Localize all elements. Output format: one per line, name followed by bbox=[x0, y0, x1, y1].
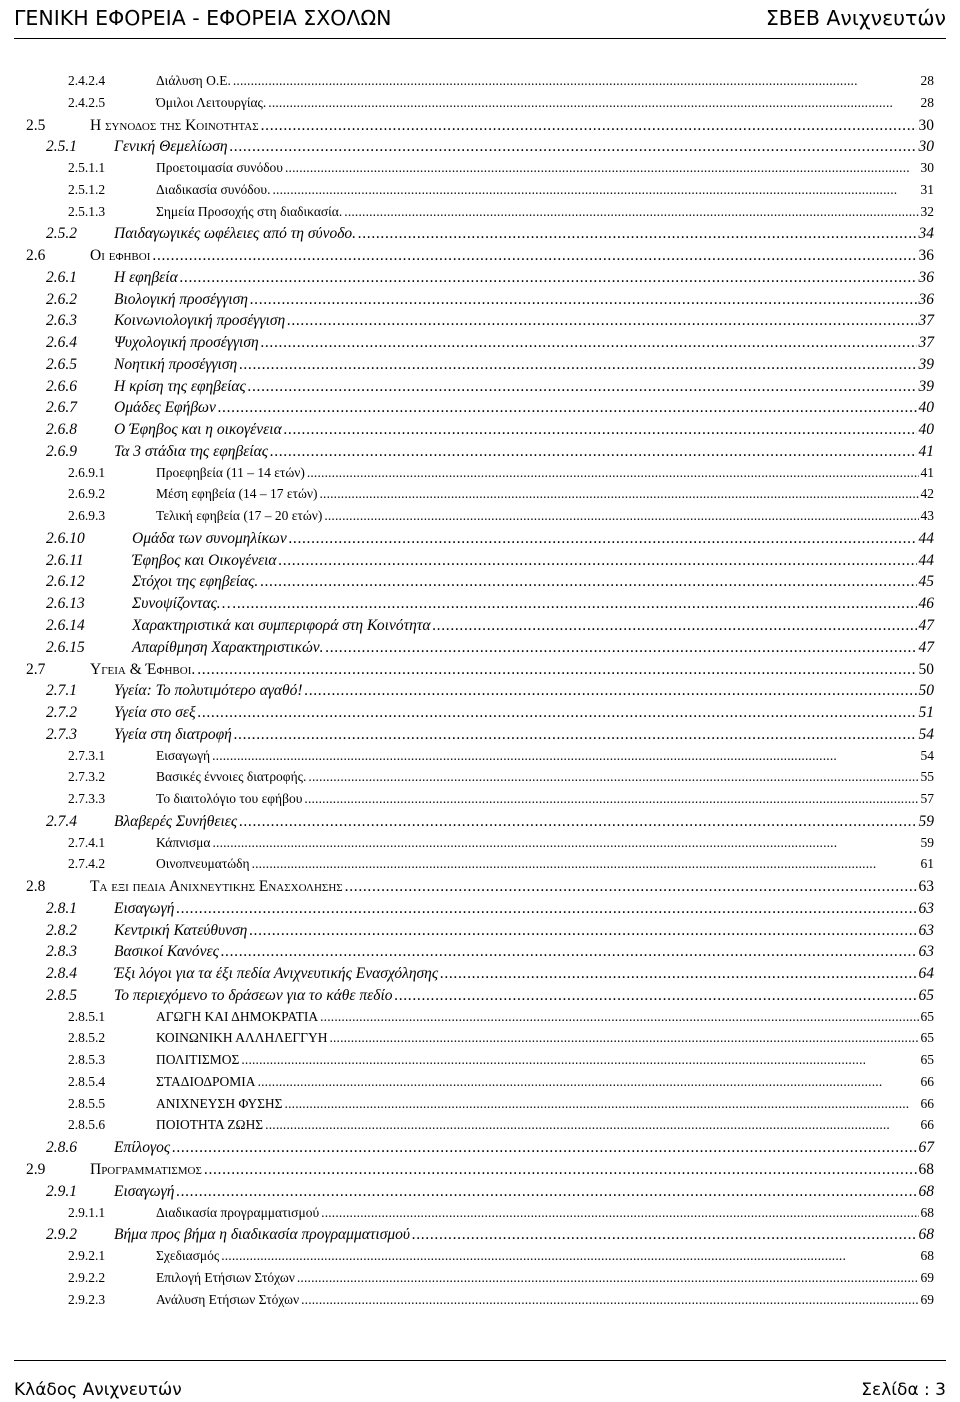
toc-entry-title: Βασικοί Κανόνες bbox=[114, 943, 219, 961]
toc-leader-dots bbox=[197, 661, 916, 679]
toc-entry bbox=[68, 182, 934, 204]
toc-entry-number: 2.8.5.2 bbox=[68, 1030, 106, 1046]
page-footer bbox=[0, 1360, 960, 1402]
toc-entry-title: Ανάλυση Ετήσιων Στόχων bbox=[156, 1291, 300, 1307]
toc-entry-number: 2.7.4 bbox=[46, 812, 77, 830]
toc-entry bbox=[46, 378, 934, 400]
toc-entry-page: 59 bbox=[920, 834, 934, 850]
toc-entry bbox=[46, 530, 934, 552]
toc-entry bbox=[46, 399, 934, 421]
toc-entry bbox=[68, 204, 934, 226]
toc-entry-title: Παιδαγωγικές ωφέλειες από τη σύνοδο. bbox=[114, 225, 357, 243]
toc-leader-dots bbox=[297, 1270, 919, 1286]
toc-entry-number: 2.6.11 bbox=[46, 551, 84, 569]
toc-entry-page: 65 bbox=[920, 1008, 934, 1024]
toc-entry-number: 2.6.14 bbox=[46, 617, 85, 634]
toc-entry-page: 68 bbox=[920, 1248, 934, 1264]
toc-entry-title: Υγεία στη διατροφή bbox=[114, 725, 232, 743]
toc-leader-dots bbox=[172, 1139, 916, 1157]
toc-entry-title: Υγεία στο σεξ bbox=[114, 704, 196, 722]
toc-entry-title: Κοινωνιολογική προσέγγιση bbox=[114, 312, 286, 330]
toc-entry-title: Υγεία: Το πολυτιμότερο αγαθό! bbox=[114, 682, 303, 700]
toc-entry-title: Βλαβερές Συνήθειες bbox=[114, 812, 238, 830]
toc-entry-number: 2.8.5.1 bbox=[68, 1008, 106, 1024]
toc-entry-page: 61 bbox=[920, 856, 934, 872]
toc-entry-title: Χαρακτηριστικά και συμπεριφορά στη Κοινότητα bbox=[132, 617, 431, 634]
toc-leader-dots bbox=[221, 1248, 918, 1264]
toc-leader-dots bbox=[250, 291, 917, 309]
toc-entry bbox=[68, 160, 934, 182]
toc-entry-number: 2.5.1.2 bbox=[68, 181, 106, 197]
toc-leader-dots bbox=[304, 791, 918, 807]
toc-entry-title: Κεντρική Κατεύθυνση bbox=[114, 921, 248, 939]
toc-entry-title: Σχεδιασμός bbox=[156, 1248, 220, 1264]
toc-entry-number: 2.6.8 bbox=[46, 421, 77, 439]
toc-entry bbox=[46, 421, 934, 443]
toc-entry-page: 69 bbox=[920, 1291, 934, 1307]
toc-entry-number: 2.8.4 bbox=[46, 965, 77, 983]
toc-entry-page: 51 bbox=[918, 704, 934, 722]
toc-entry bbox=[68, 1009, 934, 1031]
toc-entry-page: 42 bbox=[920, 486, 934, 502]
toc-entry-number: 2.7.1 bbox=[46, 682, 77, 700]
toc-entry-title: Βασικές έννοιες διατροφής. bbox=[156, 769, 307, 785]
header-rule bbox=[14, 38, 946, 39]
toc-leader-dots bbox=[180, 269, 917, 287]
toc-entry-number: 2.5.1.1 bbox=[68, 160, 106, 176]
toc-leader-dots bbox=[234, 726, 917, 744]
toc-entry-page: 65 bbox=[918, 986, 934, 1004]
toc-entry-title: Γενική Θεμελίωση bbox=[114, 138, 228, 156]
toc-entry bbox=[68, 1270, 934, 1292]
toc-entry bbox=[68, 1248, 934, 1270]
toc-entry-title: Εισαγωγή bbox=[114, 1182, 175, 1200]
toc-entry-number: 2.6.15 bbox=[46, 638, 85, 656]
toc-entry-number: 2.7.3.2 bbox=[68, 769, 106, 785]
toc-entry bbox=[68, 486, 934, 508]
toc-leader-dots bbox=[261, 334, 917, 352]
toc-entry-page: 36 bbox=[918, 247, 934, 265]
toc-entry-title: Η συνοδος της Κοινοτητας bbox=[90, 116, 259, 134]
toc-entry bbox=[68, 1292, 934, 1314]
toc-entry bbox=[46, 138, 934, 160]
toc-entry-title: Τα 3 στάδια της εφηβείας bbox=[114, 442, 269, 460]
page-header bbox=[0, 0, 960, 42]
toc-entry bbox=[46, 1139, 934, 1161]
toc-entry bbox=[68, 769, 934, 791]
toc-entry-title: Οι εφηβοι bbox=[90, 247, 151, 265]
toc-entry-page: 66 bbox=[920, 1117, 934, 1133]
toc-entry bbox=[68, 1117, 934, 1139]
toc-entry bbox=[68, 835, 934, 857]
toc-leader-dots bbox=[233, 73, 919, 89]
toc-entry-title: ΠΟΛΙΤΙΣΜΟΣ bbox=[156, 1052, 240, 1068]
toc-entry-page: 66 bbox=[920, 1095, 934, 1111]
toc-entry-number: 2.9 bbox=[26, 1161, 46, 1178]
toc-entry-page: 59 bbox=[918, 812, 934, 830]
toc-entry-title: ΑΓΩΓΗ ΚΑΙ ΔΗΜΟΚΡΑΤΙΑ bbox=[156, 1008, 319, 1024]
toc-leader-dots bbox=[233, 595, 917, 613]
toc-leader-dots bbox=[285, 160, 919, 176]
toc-entry-page: 40 bbox=[918, 421, 934, 439]
toc-entry-page: 41 bbox=[920, 464, 934, 480]
toc-entry bbox=[46, 965, 934, 987]
toc-leader-dots bbox=[176, 1183, 916, 1201]
toc-entry bbox=[68, 1096, 934, 1118]
toc-entry-title: Οινοπνευματώδη bbox=[156, 856, 250, 872]
toc-entry-number: 2.6.1 bbox=[46, 268, 77, 286]
toc-leader-dots bbox=[249, 922, 916, 940]
toc-entry-page: 47 bbox=[918, 617, 934, 634]
toc-entry bbox=[68, 95, 934, 117]
toc-entry bbox=[26, 117, 934, 139]
toc-entry-number: 2.5.2 bbox=[46, 225, 77, 243]
toc-entry-number: 2.8.5.5 bbox=[68, 1095, 106, 1111]
toc-leader-dots bbox=[305, 682, 917, 700]
toc-entry-title: Προετοιμασία συνόδου bbox=[156, 160, 283, 176]
toc-entry-title: Στόχοι της εφηβείας. bbox=[132, 573, 259, 591]
toc-entry-page: 54 bbox=[918, 725, 934, 743]
toc-entry-title: Τα εξι πεδια Ανιχνευτικης Ενασχολησης bbox=[90, 878, 343, 896]
toc-entry-number: 2.7.3.3 bbox=[68, 791, 106, 807]
toc-entry bbox=[68, 465, 934, 487]
toc-entry bbox=[46, 682, 934, 704]
toc-entry bbox=[26, 878, 934, 900]
toc-entry bbox=[26, 661, 934, 683]
toc-leader-dots bbox=[433, 617, 917, 635]
toc-entry-number: 2.6.7 bbox=[46, 399, 77, 417]
toc-leader-dots bbox=[345, 878, 917, 896]
header-section: ΣΒΕΒ Ανιχνευτών bbox=[765, 6, 946, 30]
toc-entry-title: Διάλυση Ο.Ε. bbox=[156, 73, 231, 88]
toc-leader-dots bbox=[176, 900, 916, 918]
toc-entry-page: 66 bbox=[920, 1073, 934, 1089]
header-organization: ΓΕΝΙΚΗ ΕΦΟΡΕΙΑ - ΕΦΟΡΕΙΑ ΣΧΟΛΩΝ bbox=[14, 6, 392, 30]
toc-entry-title: Η κρίση της εφηβείας bbox=[114, 377, 246, 395]
toc-entry-page: 34 bbox=[918, 225, 934, 243]
toc-entry-title: Το περιεχόμενο το δράσεων για το κάθε πεδίο bbox=[114, 986, 393, 1004]
toc-entry-page: 44 bbox=[918, 551, 934, 569]
footer-page-number: Σελίδα : 3 bbox=[861, 1380, 946, 1400]
toc-entry-title: Διαδικασία συνόδου. bbox=[156, 181, 271, 197]
toc-leader-dots bbox=[320, 1009, 918, 1025]
toc-entry bbox=[68, 1074, 934, 1096]
toc-leader-dots bbox=[284, 421, 917, 439]
toc-entry-number: 2.8.5.4 bbox=[68, 1073, 106, 1089]
toc-entry bbox=[46, 225, 934, 247]
toc-entry-page: 28 bbox=[920, 73, 934, 88]
toc-leader-dots bbox=[221, 943, 917, 961]
toc-entry-page: 67 bbox=[918, 1139, 934, 1157]
toc-leader-dots bbox=[212, 748, 918, 764]
footer-rule bbox=[14, 1360, 946, 1361]
toc-entry-title: Σημεία Προσοχής στη διαδικασία. bbox=[156, 203, 343, 219]
toc-entry-title: Κάπνισμα bbox=[156, 834, 211, 850]
toc-entry-title: Όμιλοι Λειτουργίας. bbox=[156, 94, 267, 110]
toc-entry-number: 2.4.2.4 bbox=[68, 73, 106, 88]
toc-leader-dots bbox=[287, 312, 916, 330]
toc-entry bbox=[68, 791, 934, 813]
toc-entry-number: 2.7.3.1 bbox=[68, 747, 106, 763]
toc-leader-dots bbox=[152, 247, 916, 265]
toc-entry-title: Ομάδες Εφήβων bbox=[114, 399, 216, 417]
toc-entry-number: 2.7.3 bbox=[46, 725, 77, 743]
toc-leader-dots bbox=[321, 1205, 918, 1221]
toc-entry-page: 30 bbox=[918, 116, 934, 134]
toc-entry-page: 64 bbox=[918, 965, 934, 983]
toc-entry-number: 2.8.5.3 bbox=[68, 1052, 106, 1068]
toc-leader-dots bbox=[258, 1074, 919, 1090]
toc-entry-page: 46 bbox=[918, 595, 934, 613]
toc-entry-number: 2.6.9.3 bbox=[68, 508, 106, 524]
toc-entry-page: 68 bbox=[920, 1204, 934, 1220]
toc-entry-page: 39 bbox=[918, 355, 934, 373]
toc-entry-number: 2.9.2.3 bbox=[68, 1291, 106, 1307]
toc-leader-dots bbox=[326, 639, 917, 657]
toc-entry-title: ΑΝΙΧΝΕΥΣΗ ΦΥΣΗΣ bbox=[156, 1095, 283, 1111]
toc-entry-number: 2.5 bbox=[26, 116, 46, 134]
toc-leader-dots bbox=[239, 813, 916, 831]
toc-entry-page: 68 bbox=[918, 1226, 934, 1244]
toc-leader-dots bbox=[301, 1292, 918, 1308]
toc-entry-number: 2.9.1.1 bbox=[68, 1204, 106, 1220]
toc-leader-dots bbox=[260, 573, 916, 591]
toc-entry-page: 36 bbox=[918, 268, 934, 286]
toc-entry-title: Νοητική προσέγγιση bbox=[114, 355, 238, 373]
toc-entry-title: Συνοψίζοντας… bbox=[132, 595, 231, 613]
toc-entry-title: Διαδικασία προγραμματισμού bbox=[156, 1204, 320, 1220]
toc-entry-number: 2.7.2 bbox=[46, 704, 77, 722]
toc-entry-page: 65 bbox=[920, 1030, 934, 1046]
toc-entry bbox=[26, 247, 934, 269]
toc-entry-page: 63 bbox=[918, 878, 934, 896]
toc-entry-page: 37 bbox=[918, 312, 934, 330]
toc-leader-dots bbox=[218, 399, 917, 417]
toc-entry-page: 47 bbox=[918, 638, 934, 656]
toc-entry-title: Ψυχολογική προσέγγιση bbox=[114, 334, 259, 352]
toc-entry-title: Εισαγωγή bbox=[114, 899, 175, 917]
toc-leader-dots bbox=[344, 204, 918, 220]
toc-entry-title: Επιλογή Ετήσιων Στόχων bbox=[156, 1269, 295, 1285]
toc-leader-dots bbox=[358, 225, 916, 243]
toc-entry bbox=[46, 552, 934, 574]
toc-entry-number: 2.6.10 bbox=[46, 529, 85, 547]
toc-entry-number: 2.5.1 bbox=[46, 138, 77, 156]
toc-entry-title: Εισαγωγή bbox=[156, 747, 211, 763]
toc-entry-number: 2.8.5.6 bbox=[68, 1117, 106, 1133]
toc-entry bbox=[68, 1052, 934, 1074]
toc-entry-page: 50 bbox=[918, 682, 934, 700]
toc-entry-title: ΣΤΑΔΙΟΔΡΟΜΙΑ bbox=[156, 1073, 256, 1089]
toc-entry bbox=[46, 573, 934, 595]
toc-entry-title: Υγεια & Έφηβοι. bbox=[90, 660, 196, 678]
toc-entry bbox=[68, 1030, 934, 1052]
toc-entry-page: 45 bbox=[918, 573, 934, 591]
toc-entry-page: 54 bbox=[920, 747, 934, 763]
toc-entry-number: 2.6.13 bbox=[46, 595, 85, 613]
toc-entry-page: 55 bbox=[920, 769, 934, 785]
toc-entry-number: 2.6.4 bbox=[46, 334, 77, 352]
toc-entry-page: 63 bbox=[918, 943, 934, 961]
toc-entry-title: Ομάδα των συνομηλίκων bbox=[132, 529, 287, 547]
toc-entry-title: Προεφηβεία (11 – 14 ετών) bbox=[156, 464, 305, 480]
toc-entry-number: 2.8.1 bbox=[46, 899, 77, 917]
toc-entry-title: Προγραμματισμος bbox=[90, 1161, 202, 1178]
toc-entry-number: 2.9.2 bbox=[46, 1226, 77, 1244]
toc-leader-dots bbox=[279, 552, 917, 570]
toc-leader-dots bbox=[289, 530, 917, 548]
toc-entry bbox=[46, 922, 934, 944]
toc-entry-page: 57 bbox=[920, 791, 934, 807]
toc-leader-dots bbox=[241, 1052, 918, 1068]
toc-entry-title: Βιολογική προσέγγιση bbox=[114, 290, 248, 308]
toc-entry-title: ΚΟΙΝΩΝΙΚΗ ΑΛΛΗΛΕΓΓΥΗ bbox=[156, 1030, 328, 1046]
toc-entry-page: 30 bbox=[920, 160, 934, 176]
toc-entry-number: 2.9.1 bbox=[46, 1182, 77, 1200]
toc-leader-dots bbox=[212, 835, 918, 851]
toc-entry bbox=[46, 1226, 934, 1248]
toc-entry bbox=[68, 856, 934, 878]
toc-entry bbox=[46, 617, 934, 639]
toc-leader-dots bbox=[412, 1226, 916, 1244]
toc-entry-number: 2.5.1.3 bbox=[68, 203, 106, 219]
toc-leader-dots bbox=[270, 443, 916, 461]
toc-entry-number: 2.8.2 bbox=[46, 921, 77, 939]
toc-entry-number: 2.8.6 bbox=[46, 1139, 77, 1157]
toc-entry-page: 41 bbox=[918, 442, 934, 460]
toc-leader-dots bbox=[285, 1096, 919, 1112]
toc-entry-page: 39 bbox=[918, 377, 934, 395]
toc-entry-page: 63 bbox=[918, 921, 934, 939]
toc-leader-dots bbox=[265, 1117, 918, 1133]
toc-entry bbox=[68, 73, 934, 95]
toc-entry-page: 68 bbox=[918, 1161, 934, 1178]
toc-entry bbox=[68, 1205, 934, 1227]
toc-entry bbox=[46, 813, 934, 835]
toc-entry bbox=[46, 943, 934, 965]
toc-entry bbox=[46, 356, 934, 378]
toc-entry bbox=[46, 639, 934, 661]
toc-entry-page: 36 bbox=[918, 290, 934, 308]
toc-entry-page: 68 bbox=[918, 1182, 934, 1200]
toc-leader-dots bbox=[252, 856, 919, 872]
toc-entry-number: 2.6.12 bbox=[46, 573, 85, 591]
toc-leader-dots bbox=[307, 465, 919, 481]
toc-entry-number: 2.7 bbox=[26, 660, 46, 678]
toc-entry-number: 2.6.9.2 bbox=[68, 486, 106, 502]
toc-entry-number: 2.7.4.2 bbox=[68, 856, 106, 872]
toc-entry-number: 2.6 bbox=[26, 247, 46, 265]
toc-entry-number: 2.6.6 bbox=[46, 377, 77, 395]
toc-entry bbox=[46, 269, 934, 291]
toc-entry-title: Επίλογος bbox=[114, 1139, 171, 1157]
toc-leader-dots bbox=[308, 769, 918, 785]
toc-entry-page: 43 bbox=[920, 508, 934, 524]
toc-entry-page: 28 bbox=[920, 94, 934, 110]
toc-entry-number: 2.8.5 bbox=[46, 986, 77, 1004]
toc-entry bbox=[46, 312, 934, 334]
toc-entry bbox=[46, 595, 934, 617]
toc-entry-page: 30 bbox=[918, 138, 934, 156]
toc-entry-number: 2.9.2.2 bbox=[68, 1269, 106, 1285]
toc-entry bbox=[46, 987, 934, 1009]
toc-leader-dots bbox=[204, 1161, 917, 1179]
toc-entry bbox=[46, 334, 934, 356]
toc-entry bbox=[46, 900, 934, 922]
toc-entry-page: 63 bbox=[918, 899, 934, 917]
toc-entry-page: 40 bbox=[918, 399, 934, 417]
toc-entry-number: 2.9.2.1 bbox=[68, 1248, 106, 1264]
toc-entry-title: Η εφηβεία bbox=[114, 268, 178, 286]
toc-entry-number: 2.8.3 bbox=[46, 943, 77, 961]
toc-entry-title: ΠΟΙΟΤΗΤΑ ΖΩΗΣ bbox=[156, 1117, 264, 1133]
toc-entry-title: Ο Έφηβος και η οικογένεια bbox=[114, 421, 282, 439]
toc-entry-page: 65 bbox=[920, 1052, 934, 1068]
toc-entry-number: 2.6.2 bbox=[46, 290, 77, 308]
toc-leader-dots bbox=[261, 117, 917, 135]
toc-entry-number: 2.8 bbox=[26, 878, 46, 896]
toc-entry-title: Το διαιτολόγιο του εφήβου bbox=[156, 791, 303, 807]
toc-entry-number: 2.6.5 bbox=[46, 355, 77, 373]
toc-entry-title: Απαρίθμηση Χαρακτηριστικών. bbox=[132, 638, 324, 656]
toc-entry-title: Έξι λόγοι για τα έξι πεδία Ανιχνευτικής Ενασχόλησης bbox=[114, 965, 439, 983]
toc-leader-dots bbox=[395, 987, 917, 1005]
toc-entry-number: 2.6.9.1 bbox=[68, 464, 106, 480]
toc-entry-title: Έφηβος και Οικογένεια bbox=[132, 551, 277, 569]
toc-entry-title: Βήμα προς βήμα η διαδικασία προγραμματισμού bbox=[114, 1226, 411, 1244]
toc-leader-dots bbox=[324, 508, 918, 524]
toc-leader-dots bbox=[440, 965, 916, 983]
toc-entry bbox=[46, 443, 934, 465]
toc-entry-number: 2.4.2.5 bbox=[68, 94, 106, 110]
toc-leader-dots bbox=[272, 182, 918, 198]
toc-entry bbox=[46, 1183, 934, 1205]
toc-entry-number: 2.6.9 bbox=[46, 442, 77, 460]
toc-leader-dots bbox=[268, 95, 918, 111]
toc-leader-dots bbox=[230, 138, 917, 156]
toc-entry-number: 2.6.3 bbox=[46, 312, 77, 330]
footer-branch: Κλάδος Ανιχνευτών bbox=[14, 1380, 182, 1400]
toc-entry bbox=[68, 508, 934, 530]
toc-entry bbox=[46, 704, 934, 726]
toc-entry bbox=[46, 726, 934, 748]
toc-leader-dots bbox=[319, 486, 918, 502]
toc-entry-page: 44 bbox=[918, 529, 934, 547]
toc-entry-page: 31 bbox=[920, 181, 934, 197]
toc-entry-page: 69 bbox=[920, 1269, 934, 1285]
toc-entry bbox=[26, 1161, 934, 1183]
toc-entry-page: 37 bbox=[918, 334, 934, 352]
toc-entry-title: Μέση εφηβεία (14 – 17 ετών) bbox=[156, 486, 318, 502]
toc-entry-page: 32 bbox=[920, 203, 934, 219]
toc-entry-number: 2.7.4.1 bbox=[68, 834, 106, 850]
toc-leader-dots bbox=[239, 356, 916, 374]
toc-leader-dots bbox=[329, 1030, 918, 1046]
toc-entry-page: 50 bbox=[918, 660, 934, 678]
toc-entry-title: Τελική εφηβεία (17 – 20 ετών) bbox=[156, 508, 323, 524]
toc-leader-dots bbox=[198, 704, 917, 722]
toc-entry bbox=[46, 291, 934, 313]
toc-leader-dots bbox=[248, 378, 917, 396]
toc-entry bbox=[68, 748, 934, 770]
